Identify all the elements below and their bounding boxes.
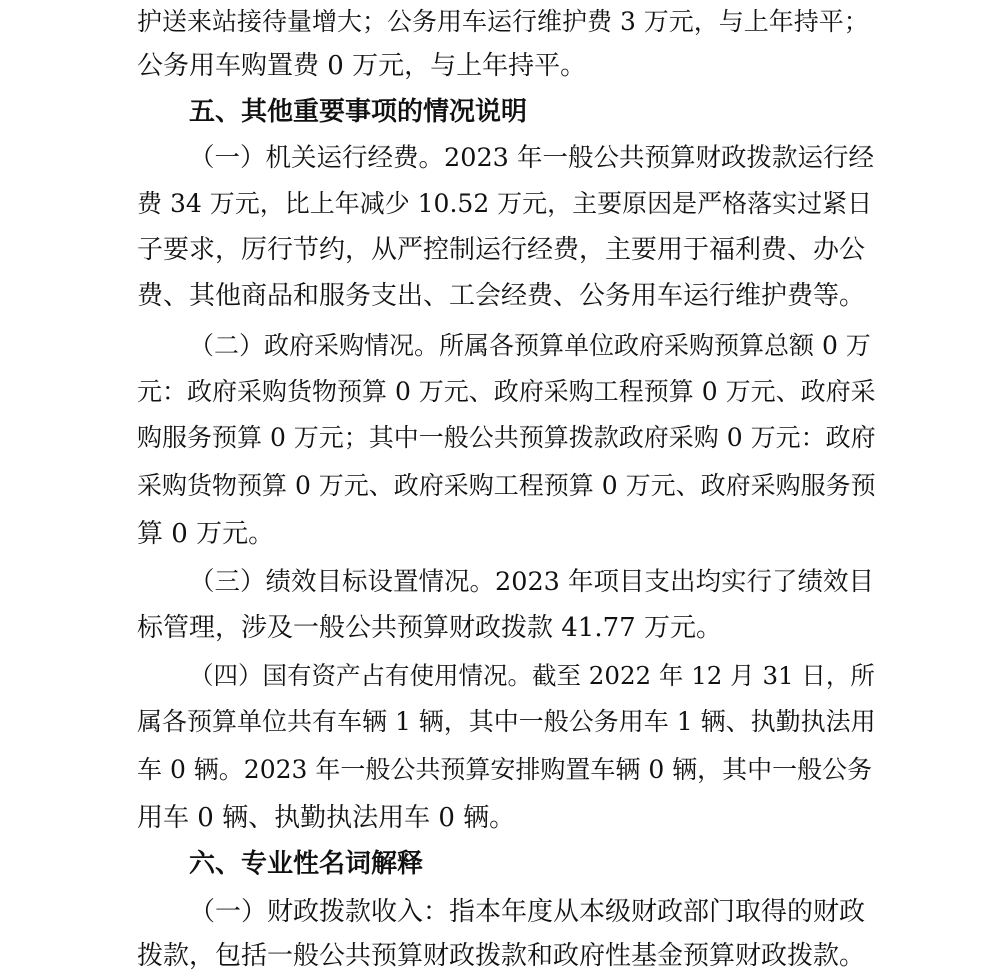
text-line: （一）财政拨款收入：指本年度从本级财政部门取得的财政 (189, 897, 866, 927)
text-line: 车 0 辆。2023 年一般公共预算安排购置车辆 0 辆，其中一般公务 (137, 755, 873, 784)
text-line: 元：政府采购货物预算 0 万元、政府采购工程预算 0 万元、政府采 (137, 377, 876, 406)
text-line: 拨款，包括一般公共预算财政拨款和政府性基金预算财政拨款。 (137, 941, 866, 971)
text-line: （三）绩效目标设置情况。2023 年项目支出均实行了绩效目 (189, 567, 875, 597)
text-line: 费、其他商品和服务支出、工会经费、公务用车运行维护费等。 (137, 281, 866, 311)
text-line: 护送来站接待量增大；公务用车运行维护费 3 万元，与上年持平； (137, 7, 869, 36)
section-heading-5: 五、其他重要事项的情况说明 (189, 97, 528, 127)
text-line: 属各预算单位共有车辆 1 辆，其中一般公务用车 1 辆、执勤执法用 (137, 707, 876, 736)
text-line: 公务用车购置费 0 万元，与上年持平。 (137, 51, 587, 81)
text-line: （四）国有资产占有使用情况。截至 2022 年 12 月 31 日，所 (189, 661, 875, 690)
text-line: （一）机关运行经费。2023 年一般公共预算财政拨款运行经 (189, 143, 875, 173)
text-line: 采购货物预算 0 万元、政府采购工程预算 0 万元、政府采购服务预 (137, 471, 876, 500)
text-line: 购服务预算 0 万元；其中一般公共预算拨款政府采购 0 万元：政府 (137, 423, 876, 452)
text-line: 子要求，厉行节约，从严控制运行经费，主要用于福利费、办公 (137, 235, 866, 265)
text-line: 算 0 万元。 (137, 519, 275, 549)
text-line: 费 34 万元，比上年减少 10.52 万元，主要原因是严格落实过紧日 (137, 189, 873, 218)
text-line: 用车 0 辆、执勤执法用车 0 辆。 (137, 803, 516, 833)
text-line: （二）政府采购情况。所属各预算单位政府采购预算总额 0 万 (189, 331, 871, 360)
text-line: 标管理，涉及一般公共预算财政拨款 41.77 万元。 (137, 613, 722, 643)
section-heading-6: 六、专业性名词解释 (189, 849, 424, 879)
